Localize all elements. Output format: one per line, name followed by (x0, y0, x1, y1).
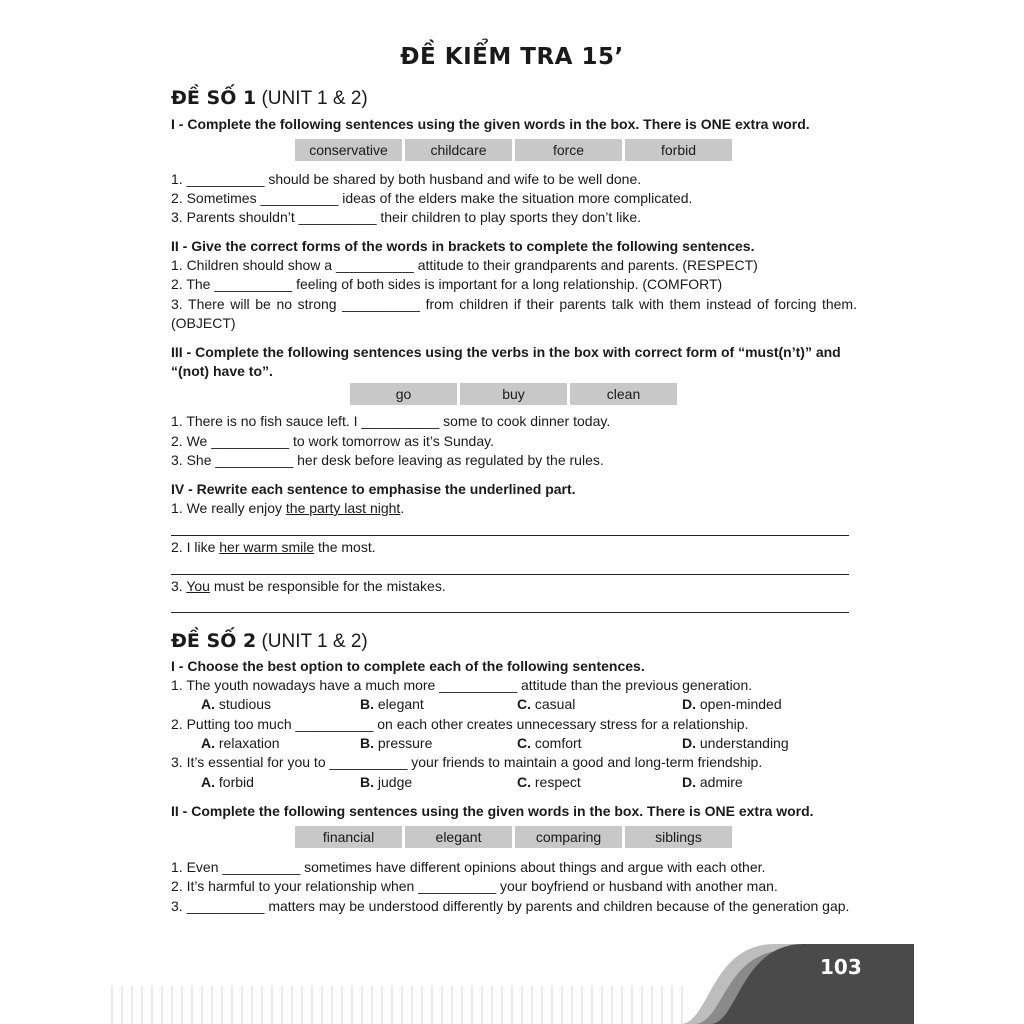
word-box-item: comparing (515, 826, 622, 848)
sentence-text: . (400, 500, 405, 516)
option-a: A. studious (201, 696, 272, 712)
test1-part4-sentence-2 (171, 538, 857, 557)
word-box-item: financial (295, 826, 402, 848)
sentence-text: 3. (171, 578, 187, 594)
test1-part3-instruction-line2: “(not) have to”. (171, 363, 273, 379)
answer-line (171, 612, 849, 613)
word-box-item: childcare (405, 139, 512, 161)
word-box-item: conservative (295, 139, 402, 161)
word-box-item: siblings (625, 826, 732, 848)
sentence-text: the most. (314, 539, 376, 555)
test2-heading-title: ĐỀ SỐ 2 (171, 630, 257, 652)
page-corner-decoration (680, 940, 914, 1024)
option-b: B. pressure (360, 735, 433, 751)
test2-question-1: 1. The youth nowadays have a much more __________ attitude than the previous generation. (171, 677, 753, 693)
test1-part3-word-box (350, 383, 677, 405)
test2-heading (171, 630, 368, 653)
test2-part2-instruction: II - Complete the following sentences using the given words in the box. There is ONE extra word. (171, 803, 814, 819)
test1-part1-word-box (295, 139, 732, 161)
test1-part3-instruction-line1: III - Complete the following sentences using the verbs in the box with correct form of “must(n’t)” and (171, 344, 841, 360)
word-box-item: buy (460, 383, 567, 405)
option-d: D. admire (682, 774, 743, 790)
test1-part2-sentence-2: 2. The __________ feeling of both sides is important for a long relationship. (COMFORT) (171, 276, 723, 292)
test2-question-1-options (171, 695, 857, 714)
test1-part1-sentence-2: 2. Sometimes __________ ideas of the elders make the situation more complicated. (171, 190, 693, 206)
test1-part4-sentence-1 (171, 499, 857, 518)
sentence-text: must be responsible for the mistakes. (209, 578, 446, 594)
test1-part4-sentence-3 (171, 577, 857, 596)
word-box-item: forbid (625, 139, 732, 161)
sentence-text: 2. I like (171, 539, 220, 555)
test1-part2-sentence-3-cont: (OBJECT) (171, 315, 236, 331)
option-b: B. judge (360, 774, 413, 790)
option-c: C. casual (517, 696, 576, 712)
test2-part2-sentence-1: 1. Even __________ sometimes have different opinions about things and argue with each other. (171, 859, 766, 875)
test2-part2-sentence-3: 3. __________ matters may be understood differently by parents and children because of the generation gap. (171, 898, 850, 914)
test2-question-2-options (171, 734, 857, 753)
test1-part2-sentence-1: 1. Children should show a __________ attitude to their grandparents and parents. (RESPECT) (171, 257, 758, 273)
test2-question-3-options (171, 773, 857, 792)
test1-part1-instruction: I - Complete the following sentences using the given words in the box. There is ONE extra word. (171, 116, 810, 132)
test2-heading-units: (UNIT 1 & 2) (256, 631, 368, 652)
test1-part3-sentence-2: 2. We __________ to work tomorrow as it’s Sunday. (171, 433, 494, 449)
test1-heading-units: (UNIT 1 & 2) (256, 88, 368, 109)
test2-part2-sentence-2: 2. It’s harmful to your relationship when __________ your boyfriend or husband with another man. (171, 878, 778, 894)
option-a: A. forbid (201, 774, 254, 790)
answer-line (171, 574, 849, 575)
word-box-item: clean (570, 383, 677, 405)
option-d: D. open-minded (682, 696, 782, 712)
test1-heading-title: ĐỀ SỐ 1 (171, 87, 257, 109)
option-a: A. relaxation (201, 735, 280, 751)
test1-part1-sentence-3: 3. Parents shouldn’t __________ their children to play sports they don’t like. (171, 209, 642, 225)
test1-part4-instruction: IV - Rewrite each sentence to emphasise the underlined part. (171, 481, 576, 497)
test2-part1-instruction: I - Choose the best option to complete each of the following sentences. (171, 658, 645, 674)
test2-part2-word-box (295, 826, 732, 848)
underlined-part: her warm smile (219, 539, 315, 555)
sentence-text: 1. We really enjoy (171, 500, 286, 516)
option-b: B. elegant (360, 696, 424, 712)
word-box-item: force (515, 139, 622, 161)
option-d: D. understanding (682, 735, 789, 751)
test1-part2-sentence-3: 3. There will be no strong __________ from children if their parents talk with them instead of forcing them. (171, 296, 857, 312)
test2-question-3: 3. It’s essential for you to __________ your friends to maintain a good and long-term friendship. (171, 754, 763, 770)
test1-part3-sentence-3: 3. She __________ her desk before leaving as regulated by the rules. (171, 452, 604, 468)
test1-part2-instruction: II - Give the correct forms of the words in brackets to complete the following sentences. (171, 238, 755, 254)
test1-part1-sentence-1: 1. __________ should be shared by both husband and wife to be well done. (171, 171, 642, 187)
underlined-part: You (186, 578, 210, 594)
page-number: 103 (820, 955, 862, 979)
option-c: C. respect (517, 774, 581, 790)
test2-question-2: 2. Putting too much __________ on each other creates unnecessary stress for a relationship. (171, 716, 749, 732)
page-edge-stripes (110, 986, 690, 1024)
word-box-item: elegant (405, 826, 512, 848)
underlined-part: the party last night (285, 500, 401, 516)
page-title: ĐỀ KIỂM TRA 15’ (400, 44, 624, 70)
option-c: C. comfort (517, 735, 582, 751)
test1-part3-sentence-1: 1. There is no fish sauce left. I __________ some to cook dinner today. (171, 413, 611, 429)
test1-heading (171, 87, 368, 110)
answer-line (171, 535, 849, 536)
word-box-item: go (350, 383, 457, 405)
